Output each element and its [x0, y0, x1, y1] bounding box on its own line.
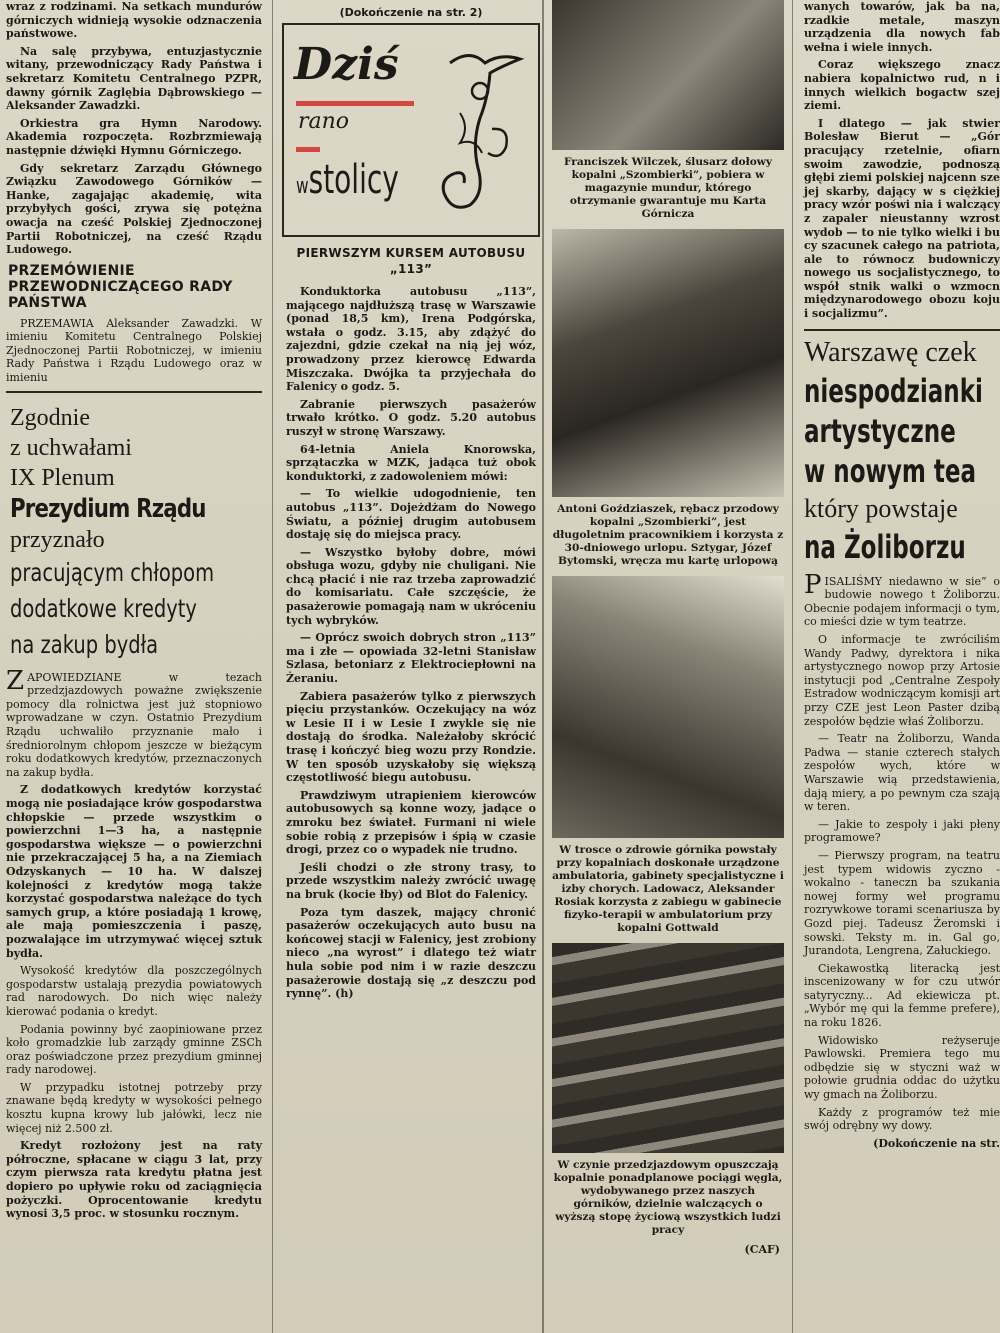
headline-line: na zakup bydła — [10, 629, 159, 659]
headline-line: artystyczne — [804, 411, 956, 450]
w-stolicy-title — [296, 157, 399, 203]
w-letter: w — [296, 174, 309, 199]
speech-text: PRZEMAWIA Aleksander Zawadzki. W imieniu Komitetu Centralnego Polskiej Zjednoczonej Partii Robotniczej, w imieniu Rady Państwa i Rządu Ludowego oraz w imieniu — [6, 316, 262, 385]
paragraph: Zabranie pierwszych pasażerów trwało krótko. O godz. 5.20 autobus ruszył w stronę Warszawy. — [286, 397, 536, 438]
red-bar — [296, 147, 320, 152]
headline — [10, 403, 262, 663]
continued-note: (Dokończenie na str. 2) — [339, 6, 483, 19]
paragraph: Kredyt rozłożony jest na raty półroczne, spłacane w ciągu 3 lat, przy czym pierwsza rata kredytu płatna jest dopiero po upływie roku od zaciągnięcia pożyczki. Oprocentowanie kredytu wynosi 3,5 proc. w stosunku rocznym. — [6, 1139, 262, 1221]
paragraph: — Jakie to zespoły i jaki płeny programowe? — [804, 817, 1000, 845]
paragraph: Konduktorka autobusu „113”, mającego najdłuższą trasę w Warszawie (ponad 18,5 km), Irena Podgórska, wstała o godz. 3.15, aby zdążyć do zajezdni, gdzie czekał na nią jej wóz, prowadzony przez kierowcę Edwarda Miszczaka. Dwójka ta przyjechała do Falenicy o godz. 5. — [286, 285, 536, 394]
paragraph: Zabiera pasażerów tylko z pierwszych pięciu przystanków. Oczekujący na wóz w Lesie II i w Lesie I zwykle się nie dostają do środka. Należałoby skrócić trasę i kończyć bieg wozu przy Rondzie. W ten sposób uzyskałoby się większą częstotliwość biegu autobusu. — [286, 689, 536, 785]
headline-line: pracującym chłopom — [10, 557, 215, 587]
rano-title: rano — [298, 109, 350, 134]
paragraph: — Teatr na Żoliborzu, Wanda Padwa — stanie czterech stałych zespołów wych, które w Warszawie wią przedstawienia, dają miery, a po pewnym cza szają w teren. — [804, 732, 1000, 814]
article-heading: PIERWSZYM KURSEM AUTOBUSU „113” — [296, 246, 526, 276]
mermaid-emblem-icon — [430, 43, 530, 213]
column-3 — [548, 0, 788, 1256]
headline-line: Warszawę czek — [804, 336, 977, 368]
paragraph: Każdy z programów też mie swój odrębny wy dowy. — [804, 1105, 1000, 1133]
photo-miner-vacation — [552, 229, 784, 497]
photo-ambulatorium — [552, 576, 784, 838]
paragraph: wraz z rodzinami. Na setkach mundurów górniczych widnieją wysokie odznaczenia państwowe. — [6, 0, 262, 41]
stolicy-word: stolicy — [308, 157, 399, 203]
lead-paragraph: PISALIŚMY niedawno w sie” o budowie nowego t Żoliborzu. Obecnie podajem informacji o tym, co mieści dzie w tym teatrze. — [804, 569, 1000, 629]
paragraph: Podania powinny być zaopiniowane przez koło gromadzkie lub zarządy gminne ZSCh oraz poświadczone przez prezydium gminnej rady narodowej. — [6, 1022, 262, 1077]
divider — [6, 391, 262, 393]
paragraph: W przypadku istotnej potrzeby przy znawane będą kredyty w wysokości pełnego kosztu kupna krowy lub jałówki, lecz nie więcej niż 2.500 zł. — [6, 1080, 262, 1135]
column-1 — [0, 0, 268, 1225]
headline-line: dodatkowe kredyty — [10, 593, 197, 623]
speech-heading: PRZEMÓWIENIE PRZEWODNICZĄCEGO RADY PAŃSTWA — [8, 262, 233, 311]
red-bar — [296, 101, 414, 106]
photo-caption: W trosce o zdrowie górnika powstały przy kopalniach doskonałe urządzone ambulatoria, gabinety specjalistyczne i izby chorych. Ladowacz, Aleksander Rosiak korzysta z zabiegu w gabinecie fizyko-terapii w ambulatorium przy kopalni Gottwald — [552, 844, 784, 934]
paragraph: Jeśli chodzi o złe strony trasy, to przede wszystkim należy zwrócić uwagę na bruk (kocie łby) od Blot do Falenicy. — [286, 860, 536, 901]
photo-credit: (CAF) — [744, 1243, 780, 1256]
paragraph: I dlatego — jak stwier Bolesław Bierut — „Gór pracujący rzetelnie, ofiarn swoim zawodzie, podnoszą głębi ziemi polskiej najcenn sze jej skarby, dający w s ciężkiej pracy wzór poświ nia i walczący z zapaler nieustanny wzrost wydob — to nie tylko wielki i bu cy szacunek całego na patriota, ale to równocz budowniczy nowego us socjalistycznego, to współ stnik walki o wzmocn międzynarodowego obozu koju i socjalizmu”. — [804, 116, 1000, 321]
paragraph: 64-letnia Aniela Knorowska, sprzątaczka w MZK, jadąca tuż obok konduktorki, z zadowoleniem mówi: — [286, 442, 536, 483]
paragraph: Z dodatkowych kredytów korzystać mogą nie posiadające krów gospodarstwa chłopskie — przede wszystkim o powierzchni 1—3 ha, a następnie gospodarstwa większe — o powierzchni nie przekraczającej 5 ha, a na Ziemiach Odzyskanych — 10 ha. W dalszej kolejności z kredytów mogą także korzystać gospodarstwa należące do tych samych grup, a które posiadają 1 krowę, ale mają pomieszczenia i paszę, pozwalające im utrzymywać więcej sztuk bydła. — [6, 783, 262, 960]
paragraph: Poza tym daszek, mający chronić pasażerów oczekujących auto busu na końcowej stacji w Falenicy, jest zrobiony nieco „na wyrost” i dlatego też wiatr hula sobie pod nim i w razie deszczu pasażerowie dostają się „z deszczu pod rynnę”. (h) — [286, 905, 536, 1001]
headline-line: IX Plenum — [10, 464, 115, 491]
paragraph: — Pierwszy program, na teatru jest typem widowis zyczno - wokalno - taneczn ba szukania nowej formy weł programu rozrywkowe torami scenariusza by Gozd piej. Tadeusz Żeromski i sowski. Teksty m. in. Gal go, Jurandota, Lengrena, Załuckiego. — [804, 848, 1000, 958]
paragraph: Na salę przybywa, entuzjastycznie witany, przewodniczący Rady Państwa i sekretarz Komitetu Centralnego PZPR, dawny górnik Zaglębia Dąbrowskiego — Aleksander Zawadzki. — [6, 44, 262, 113]
divider — [804, 329, 1000, 331]
theatre-headline — [804, 335, 1000, 567]
paragraph: Orkiestra gra Hymn Narodowy. Akademia rozpoczęta. Rozbrzmiewają następnie dźwięki Hymnu Górniczego. — [6, 116, 262, 157]
paragraph: — Wszystko byłoby dobre, mówi obsługa wozu, gdyby nie chuligani. Nie chcą płacić i nie raz trzeba zaprowadzić do komisariatu. Całe szczęście, że pasażerowie pomagają nam w ukróceniu tych wybryków. — [286, 545, 536, 627]
column-rule — [272, 0, 273, 1333]
paragraph: Gdy sekretarz Zarządu Głównego Związku Zawodowego Górników — Hanke, zagajając akademię, wita przybyłych gości, zrywa się potężna owacja na cześć Polskiej Zjednoczonej Partii Robotniczej, na cześć Rządu Ludowego. — [6, 161, 262, 257]
lead-paragraph: ZAPOWIEDZIANE w tezach przedzjazdowych poważne zwiększenie pomocy dla rolnictwa jest już stopniowo wprowadzane w czyn. Ostatnio Prezydium Rządu uchwaliło przyznanie mało i średniorolnym chłopom jeszcze w bieżącym roku dodatkowych kredytów, przeznaczonych na zakup bydła. — [6, 665, 262, 779]
paragraph: — To wielkie udogodnienie, ten autobus „113”. Dojeżdżam do Nowego Światu, a później drugim autobusem dostaję się do miejsca pracy. — [286, 487, 536, 542]
paragraph: O informacje te zwróciliśm Wandy Padwy, dyrektora i nika artystycznego nowop przy Artosie instytucji pod „Centralne Zespoły Estradow wodniczącym komisji art przy CZE jest Leon Paster dzibą zespołów będzie właś Żoliborzu. — [804, 633, 1000, 728]
paragraph: Prawdziwym utrapieniem kierowców autobusowych są konne wozy, jadące o zmroku bez świateł. Furmani ni wiele sobie robią z przepisów i śpią w czasie drogi, przez co o wypadek nie trudno. — [286, 788, 536, 857]
continued-note: (Dokończenie na str. — [873, 1136, 1000, 1150]
column-2 — [278, 0, 544, 1005]
headline-line: w nowym tea — [804, 451, 977, 490]
paragraph: Coraz większego znacz nabiera kopalnictwo rud, n i innych wielkich bogactw szej ziemi. — [804, 58, 1000, 113]
photo-coal-wagons — [552, 943, 784, 1153]
paragraph: Wysokość kredytów dla poszczególnych gospodarstw ustalają prezydia powiatowych rad narodowych. Do nich więc należy kierować podania o kredyt. — [6, 964, 262, 1018]
paragraph: Widowisko reżyseruje Pawlowski. Premiera tego mu odbędzie się w styczni waż w połowie grudnia oddac do użytku wy gmach na Żoliborzu. — [804, 1033, 1000, 1102]
headline-line: Prezydium Rządu — [10, 493, 206, 524]
headline-line: który powstaje — [804, 493, 958, 523]
headline-line: niespodzianki — [804, 371, 983, 410]
paragraph: — Oprócz swoich dobrych stron „113” ma i złe — opowiada 32-letni Stanisław Szlasa, betoniarz z Elektrociepłowni na Żeraniu. — [286, 631, 536, 686]
dzis-rano-box — [282, 25, 540, 237]
paragraph: wanych towarów, jak ba na, rzadkie metale, maszyn urządzenia dla nowych fab wełna i wiele innych. — [804, 0, 1000, 54]
photo-caption: Antoni Goździaszek, rębacz przodowy kopalni „Szombierki”, jest długoletnim pracownikiem i korzysta z 30-dniowego urlopu. Sztygar, Józef Bytomski, wręcza mu kartę urlopową — [552, 503, 784, 567]
headline-line: Zgodnie — [10, 404, 90, 431]
photo-caption: Franciszek Wilczek, ślusarz dołowy kopalni „Szombierki”, pobiera w magazynie mundur, którego otrzymanie gwarantuje mu Karta Górnicza — [563, 156, 773, 220]
headline-line: na Żoliborzu — [804, 527, 966, 566]
paragraph: Ciekawostką literacką jest inscenizowany w for czu utwór satyryczny... Ad ekiewicza pt. „Wybór mę qui la femme prefere), na roku 1826. — [804, 961, 1000, 1030]
photo-caption: W czynie przedzjazdowym opuszczają kopalnie ponadplanowe pociągi węgla, wydobywanego przez naszych górników, dzielnie walczących o wyższą stopę życiową wszystkich ludzi pracy — [553, 1159, 783, 1236]
column-4 — [798, 0, 1000, 1154]
dzis-title: Dziś — [294, 39, 399, 90]
headline-line: przyznało — [10, 526, 105, 553]
photo-miner-uniform — [552, 0, 784, 150]
column-rule — [792, 0, 793, 1333]
headline-line: z uchwałami — [10, 434, 132, 461]
